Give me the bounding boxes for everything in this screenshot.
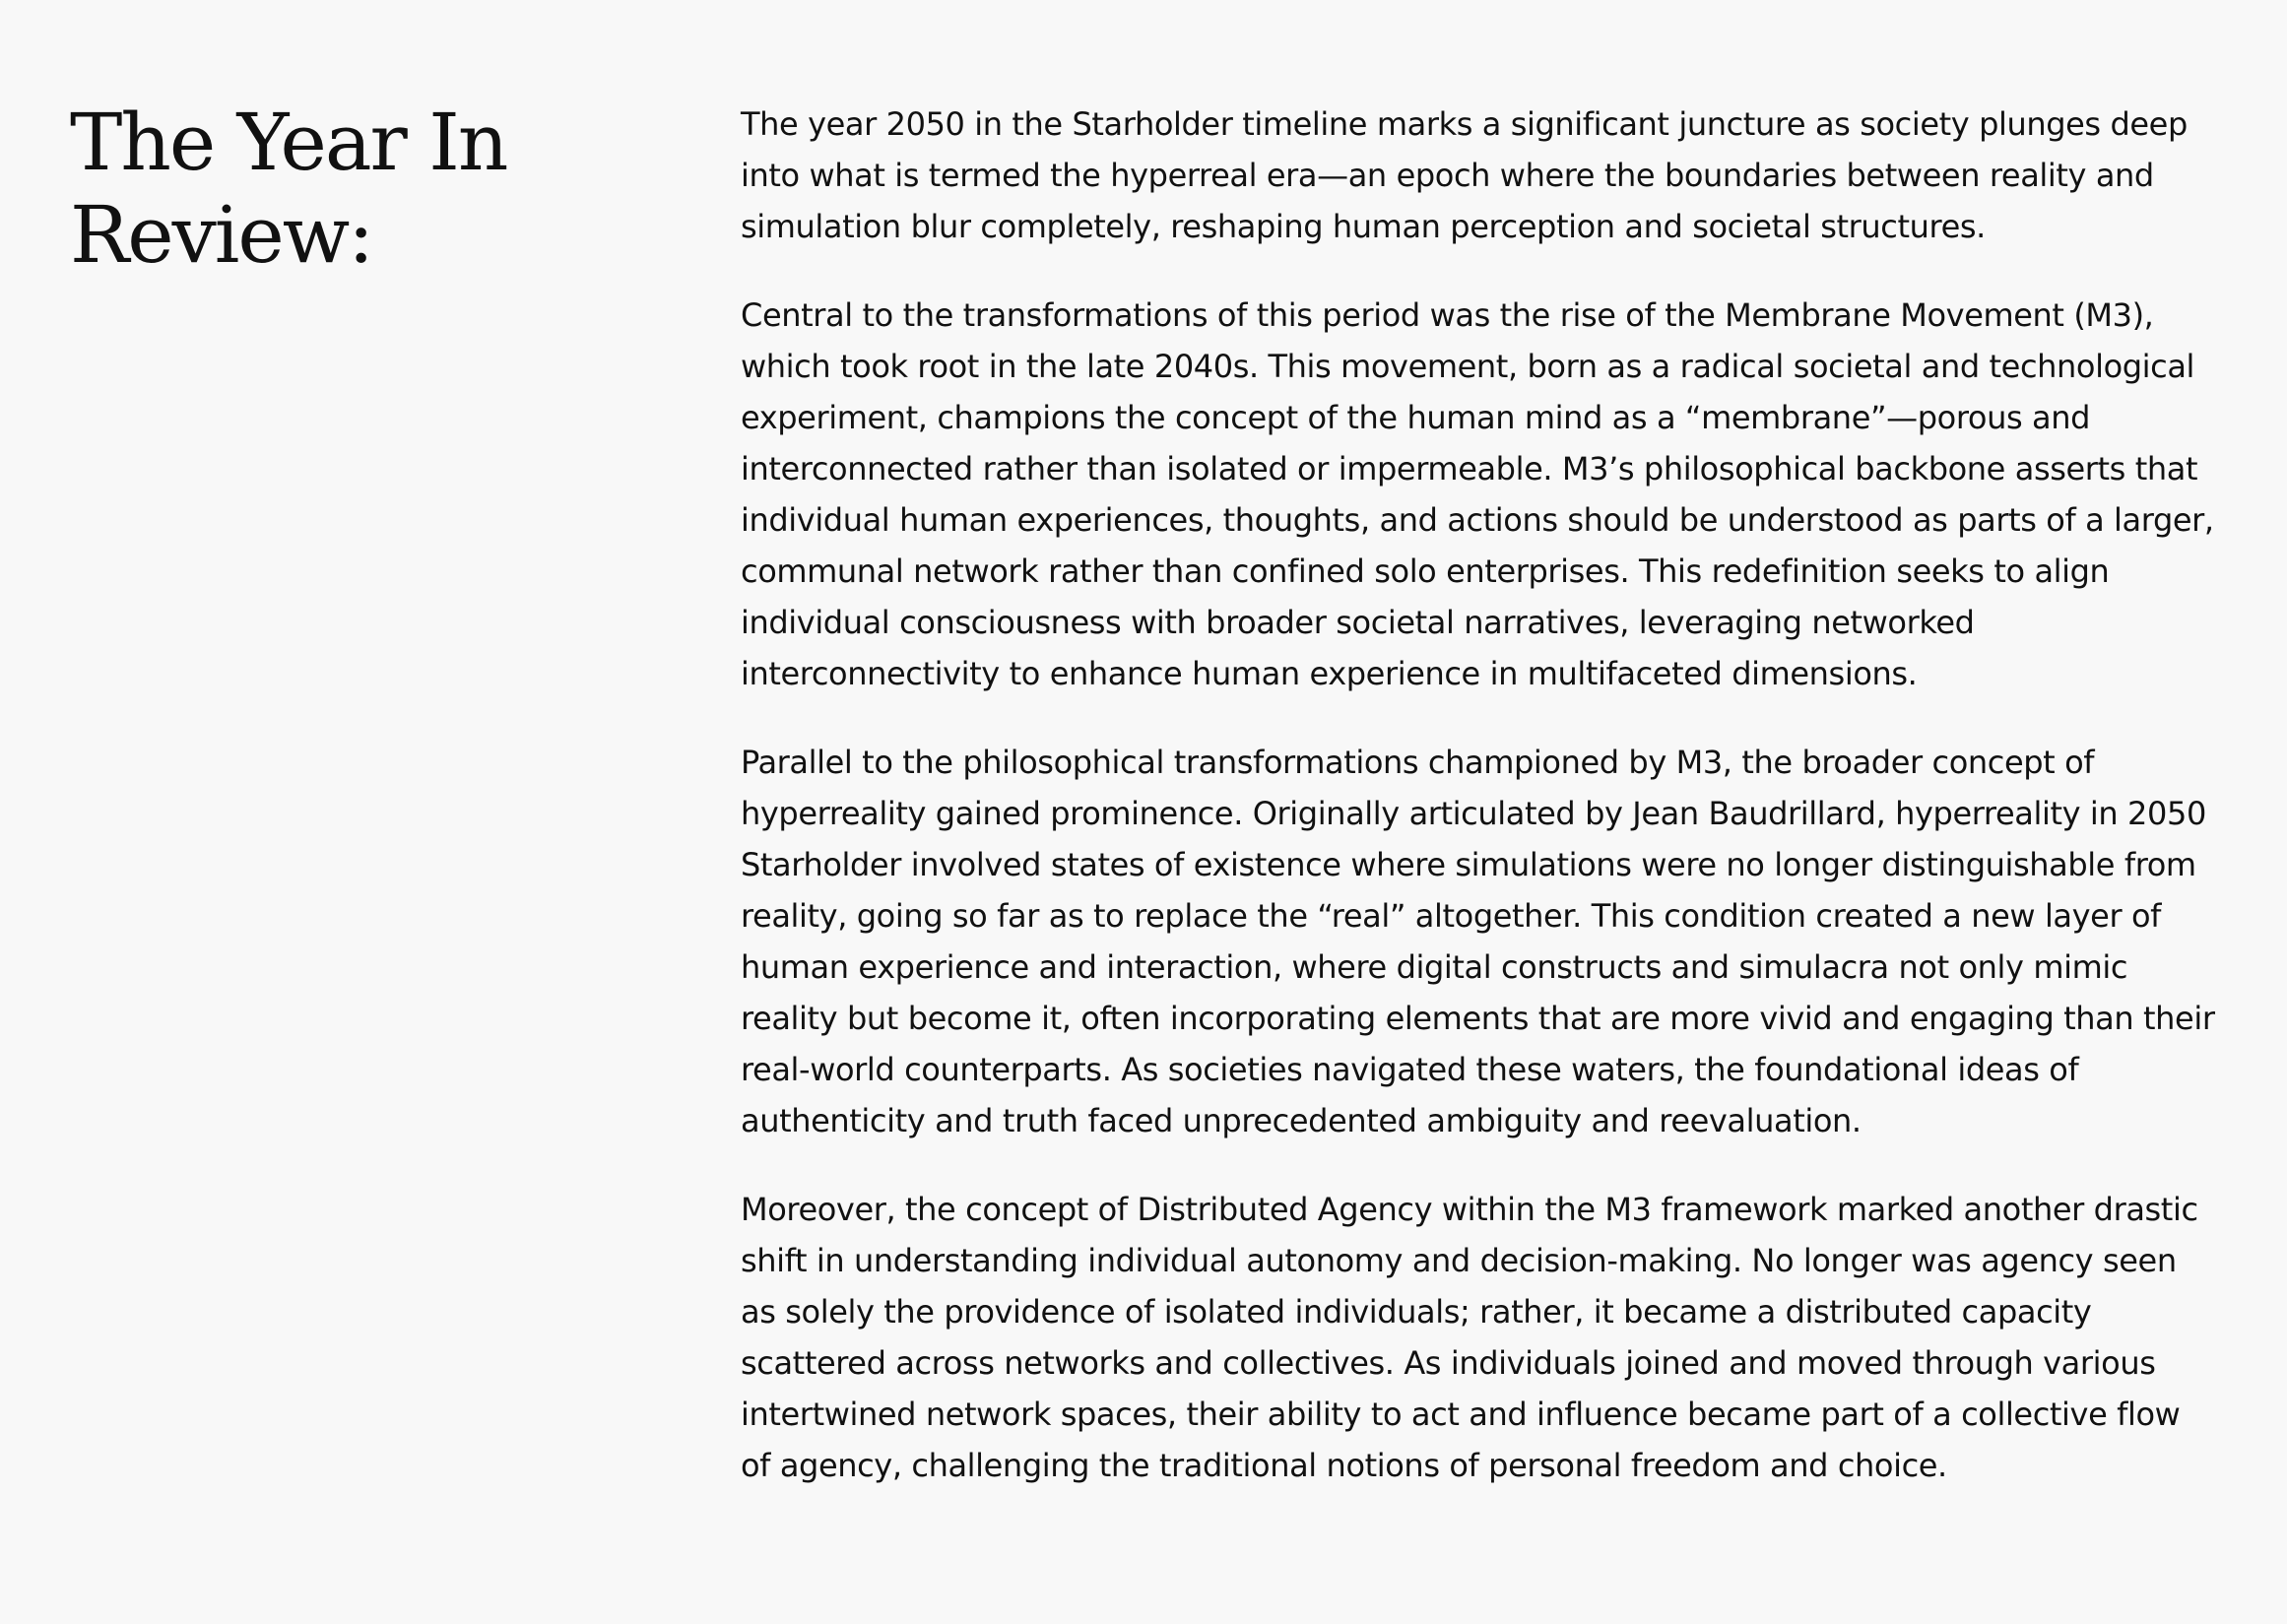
article-paragraph-intro: The year 2050 in the Starholder timeline marks a significant juncture as society plunges deep into what is termed the hyperreal era—an epoch where the boundaries between reality and simulation blur completely, reshaping human perception and societal structures. <box>741 105 2188 245</box>
page-title <box>70 97 621 282</box>
page-title-line-2: Review: <box>70 189 373 281</box>
article-paragraph-distributed-agency: Moreover, the concept of Distributed Agency within the M3 framework marked another drastic shift in understanding individual autonomy and decision-making. No longer was agency seen as solely the providence of isolated individuals; rather, it became a distributed capacity scattered across networks and collectives. As individuals joined and moved through various intertwined network spaces, their ability to act and influence became part of a collective flow of agency, challenging the traditional notions of personal freedom and choice. <box>741 1191 2198 1484</box>
page-title-line-1: The Year In <box>70 97 507 188</box>
article-body <box>741 98 2218 1528</box>
article-paragraph-hyperreality: Parallel to the philosophical transformations championed by M3, the broader concept of hyperreality gained prominence. Originally articulated by Jean Baudrillard, hyperreality in 2050 Starholder involved states of existence where simulations were no longer distinguishable from reality, going so far as to replace the “real” altogether. This condition created a new layer of human experience and interaction, where digital constructs and simulacra not only mimic reality but become it, often incorporating elements that are more vivid and engaging than their real-world counterparts. As societies navigated these waters, the foundational ideas of authenticity and truth faced unprecedented ambiguity and reevaluation. <box>741 744 2215 1139</box>
article-paragraph-membrane-movement: Central to the transformations of this period was the rise of the Membrane Movement (M3), which took root in the late 2040s. This movement, born as a radical societal and technological experiment, champions the concept of the human mind as a “membrane”—porous and interconnected rather than isolated or impermeable. M3’s philosophical backbone asserts that individual human experiences, thoughts, and actions should be understood as parts of a larger, communal network rather than confined solo enterprises. This redefinition seeks to align individual consciousness with broader societal narratives, leveraging networked interconnectivity to enhance human experience in multifaceted dimensions. <box>741 296 2214 692</box>
